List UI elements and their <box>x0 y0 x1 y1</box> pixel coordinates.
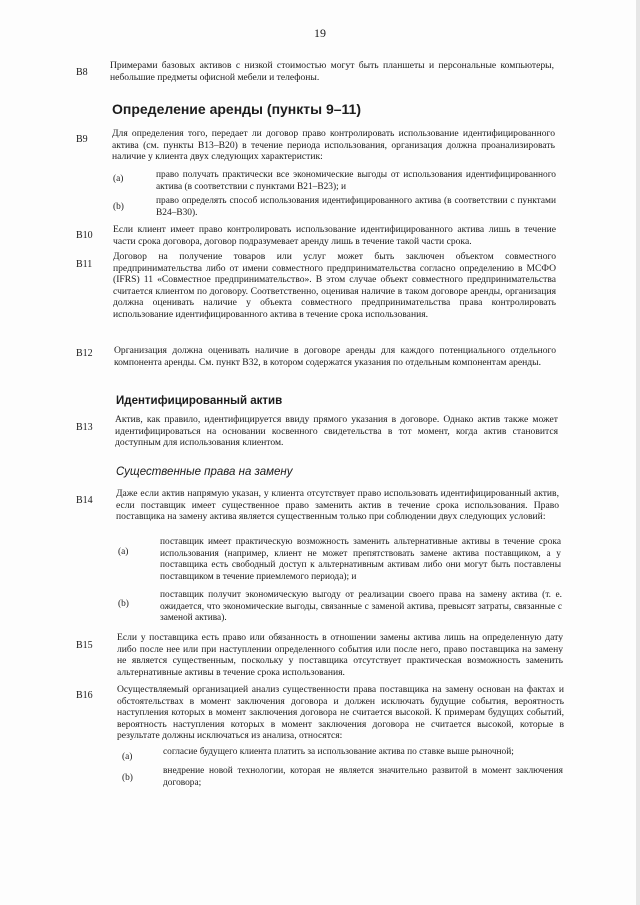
paragraph-number: B15 <box>76 640 93 651</box>
list-item-label: (b) <box>122 773 133 783</box>
paragraph-number: B10 <box>76 230 93 241</box>
paragraph-number: B16 <box>76 690 93 701</box>
section-heading: Определение аренды (пункты 9–11) <box>112 101 362 117</box>
paragraph-text: Для определения того, передает ли договор право контролировать использование идентифицированного актива (см. пункты B13–B20) в течение периода использования, организация должна проанализировать наличие у клиента двух следующих характеристик: <box>112 128 555 163</box>
paragraph-number: B13 <box>76 422 93 433</box>
paragraph-number: B14 <box>76 495 93 506</box>
paragraph-text: Актив, как правило, идентифицируется ввиду прямого указания в договоре. Однако актив также может идентифицироваться на основании косвенного свидетельства в тот момент, когда актив становится доступным для использования клиентом. <box>115 414 558 449</box>
paragraph-text: Договор на получение товаров или услуг может быть заключен объектом совместного предпринимательства либо от имени совместного предпринимательства согласно определению в МСФО (IFRS) 11 «Совместное предпринимательство». В этом случае объект совместного предпринимательства считается клиентом по договору. Соответственно, оценивая наличие в таком договоре аренды, организация должна оценивать наличие у объекта совместного предпринимательства права контролировать использование идентифицированного актива в течение срока использования. <box>113 251 556 320</box>
list-item-text: поставщик имеет практическую возможность заменить альтернативные активы в течение срока использования (например, клиент не может препятствовать замене актива поставщиком, а у поставщика есть свободный доступ к альтернативным активам либо они могут быть поставлены поставщиком в течение приемлемого периода); и <box>160 537 561 582</box>
list-item-text: поставщик получит экономическую выгоду от реализации своего права на замену актива (т. е. ожидается, что экономические выгоды, связанные с заменой актива, превысят затраты, связанные с заменой актива). <box>160 590 562 624</box>
paragraph-text: Даже если актив напрямую указан, у клиента отсутствует право использовать идентифицированный актив, если поставщик имеет существенное право заменить актив в течение срока использования. Право поставщика на замену актива является существенным только при соблюдении двух следующих условий: <box>116 488 559 523</box>
paragraph-number: B8 <box>76 67 88 78</box>
paragraph-text: Организация должна оценивать наличие в договоре аренды для каждого потенциального отдельного компонента аренды. См. пункт B32, в котором содержатся указания по отдельным компонентам аренды. <box>114 345 556 368</box>
paragraph-number: B9 <box>76 134 88 145</box>
paragraph-number: B12 <box>76 348 93 359</box>
paragraph-text: Если клиент имеет право контролировать использование идентифицированного актива лишь в течение части срока договора, договор подразумевает аренду лишь в течение такой части срока. <box>113 224 556 247</box>
page-number: 19 <box>314 26 326 40</box>
paragraph-number: B11 <box>76 259 93 270</box>
paragraph-text: Осуществляемый организацией анализ существенности права поставщика на замену основан на фактах и обстоятельствах в момент заключения договора и должен исключать будущие события, вероятность наступления которых в момент заключения договора не считается высокой. К примерам будущих событий, вероятность наступления которых в момент заключения договора не считается высокой, которые в результате должны исключаться из анализа, относятся: <box>117 684 564 742</box>
list-item-label: (a) <box>118 547 129 557</box>
paragraph-text: Примерами базовых активов с низкой стоимостью могут быть планшеты и персональные компьютеры, небольшие предметы офисной мебели и телефоны. <box>110 60 554 83</box>
scan-edge <box>636 0 640 905</box>
list-item-label: (a) <box>122 752 133 762</box>
list-item-text: право получать практически все экономические выгоды от использования идентифицированного актива (в соответствии с пунктами B21–B23); и <box>156 170 556 192</box>
list-item-label: (b) <box>118 599 129 609</box>
list-item-label: (a) <box>113 174 124 184</box>
list-item-text: внедрение новой технологии, которая не является значительно развитой в момент заключения договора; <box>163 766 563 788</box>
list-item-label: (b) <box>113 202 124 212</box>
section-heading: Идентифицированный актив <box>116 395 283 407</box>
paragraph-text: Если у поставщика есть право или обязанность в отношении замены актива лишь на определенную дату либо после нее или при наступлении определенного события или после него, право поставщика на замену не является существенным, поскольку у поставщика отсутствует практическая возможность заменить альтернативные активы в течение срока использования. <box>117 632 563 678</box>
section-subheading: Существенные права на замену <box>116 466 293 478</box>
list-item-text: право определять способ использования идентифицированного актива (в соответствии с пунктами B24–B30). <box>156 196 556 218</box>
list-item-text: согласие будущего клиента платить за использование актива по ставке выше рыночной; <box>163 747 514 757</box>
